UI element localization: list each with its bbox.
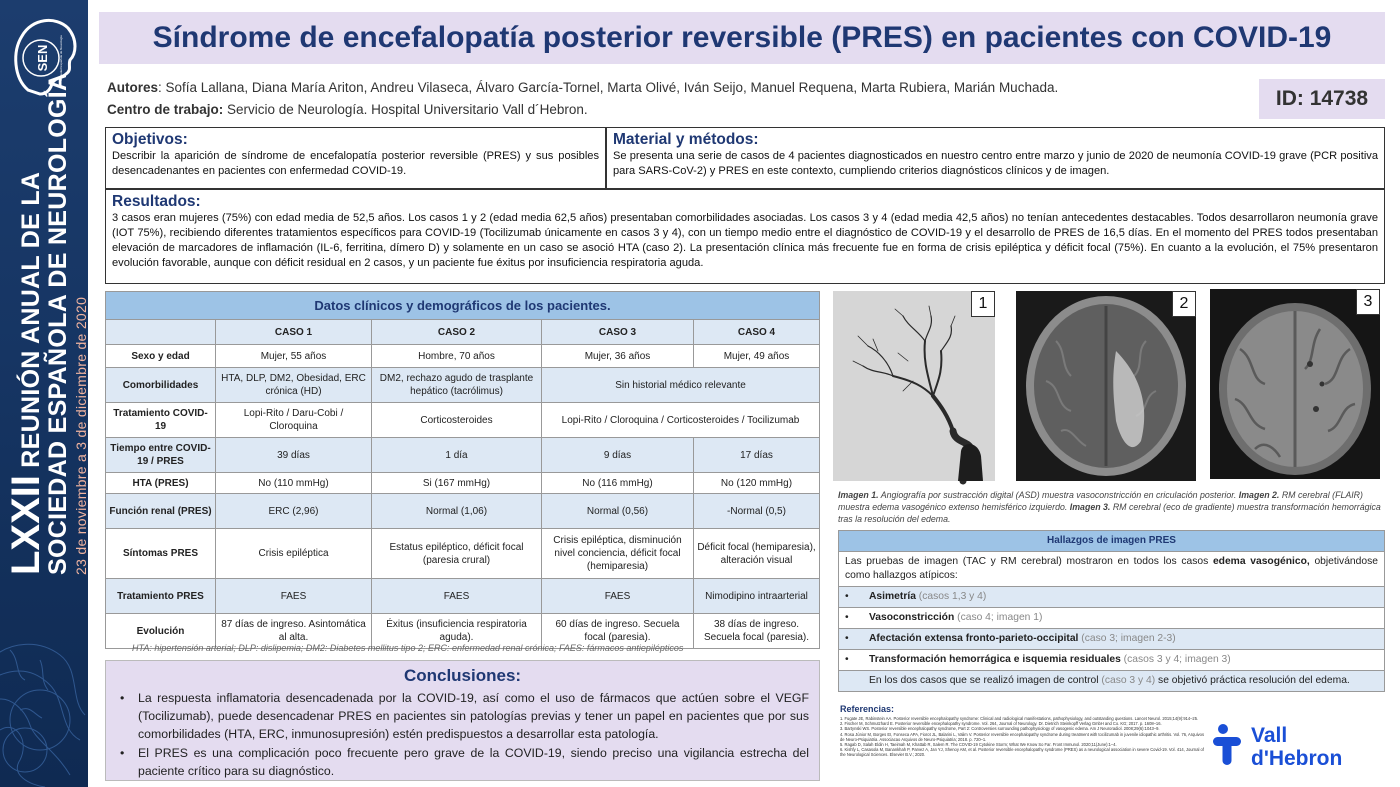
results-title: Resultados:	[112, 193, 201, 210]
finding-item	[839, 629, 1385, 650]
table-cell: ERC (2,96)	[216, 494, 372, 529]
center-label: Centro de trabajo:	[107, 102, 224, 117]
table-row	[106, 579, 820, 614]
findings-intro-end: objetivándose como hallazgos atípicos:	[845, 556, 1378, 581]
table-cell: Normal (0,56)	[542, 494, 694, 529]
conclusion-item: • La respuesta inflamatoria desencadenada por la COVID-19, así como el uso de fármacos que actúen sobre el VEGF (Tocilizumab), puede desencadenar PRES en pacientes sin patologías previas y tener un papel en pacientes que por sus comorbilidades (HTA, ERC, inmunosupresión) estén predispuestos a desarrollar esta patología.	[116, 689, 809, 743]
reference-item: 5. Ragab D, Salah Eldin H, Taeimah M, Khattab R, Salem R. The COVID-19 Cytokine Storm; What We Know So Far. Front Immunol. 2020;11(June):1–4.	[840, 742, 1117, 748]
row-label: Tiempo entre COVID-19 / PRES	[106, 438, 216, 473]
findings-intro-text: Las pruebas de imagen (TAC y RM cerebral) mostraron en todos los casos	[845, 556, 1213, 567]
row-label: Tratamiento PRES	[106, 579, 216, 614]
methods-text: Se presenta una serie de casos de 4 pacientes diagnosticados en nuestro centro entre marzo y junio de 2020 de neumonía COVID-19 grave (PCR positiva para SARS-CoV-2) y PRES en este contexto, cumpliendo criterios diagnósticos clínicos y de imagen.	[613, 150, 1378, 177]
image-number-1: 1	[971, 291, 995, 317]
row-label: Síntomas PRES	[106, 529, 216, 579]
event-line1: REUNIÓN ANUAL DE LA	[17, 171, 45, 468]
table-cell: Crisis epiléptica, disminución nivel conciencia, déficit focal (hemiparesia)	[542, 529, 694, 579]
findings-intro	[839, 552, 1385, 587]
results-box	[105, 189, 1385, 284]
table-cell: 39 días	[216, 438, 372, 473]
finding-label: Asimetría	[869, 591, 916, 602]
caption-label-1: Imagen 1.	[838, 490, 879, 500]
table-row	[106, 368, 820, 403]
table-row	[106, 529, 820, 579]
control-text: En los dos casos que se realizó imagen de control	[869, 675, 1102, 686]
authors-label: Autores	[107, 80, 159, 95]
table-cell: No (110 mmHg)	[216, 473, 372, 494]
table-cell: Normal (1,06)	[372, 494, 542, 529]
methods-box	[606, 127, 1385, 189]
control-end: se objetivó práctica resolución del edema.	[1155, 675, 1350, 686]
title-banner	[99, 12, 1385, 64]
table-title: Datos clínicos y demográficos de los pacientes.	[106, 292, 820, 320]
images-caption	[838, 489, 1386, 525]
col-header-caso2: CASO 2	[372, 320, 542, 345]
findings-intro-bold: edema vasogénico,	[1212, 556, 1310, 567]
row-label: Sexo y edad	[106, 345, 216, 368]
results-text: 3 casos eran mujeres (75%) con edad media de 52,5 años. Los casos 1 y 2 (edad media 62,5 años) presentaban comorbilidades asociadas. Los casos 3 y 4 (edad media 42,5 años) no tenían antecedentes destacables. Todos desarrollaron neumonía grave (IOT 75%), recibiendo diferentes tratamientos específicos para COVID-19 (Tocilizumab únicamente en casos 3 y 4), con un tiempo medio entre el diagnóstico de COVID-19 y el desarrollo de PRES de 16,5 días. En el momento del PRES todos presentaban elevación de marcadores de inflamación (IL-6, ferritina, dímero D) y solamente en un caso se asoció HTA (caso 2). La presentación clínica más frecuente fue en forma de crisis epiléptica y déficit focal (75%). En cuanto a la evolución, el 75% presentaron evolución favorable, aunque con déficit residual en 2 casos, y un paciente fue éxitus por insuficiencia respiratoria aguda.	[112, 212, 1378, 269]
objectives-text: Describir la aparición de síndrome de encefalopatía posterior reversible (PRES) y sus posibles desencadenantes en pacientes con enfermedad COVID-19.	[112, 150, 599, 177]
caption-text-1: Angiografía por sustracción digital (ASD) muestra vasoconstricción en criculación posterior.	[878, 490, 1239, 500]
table-cell: -Normal (0,5)	[694, 494, 820, 529]
table-cell: No (120 mmHg)	[694, 473, 820, 494]
table-row	[106, 438, 820, 473]
findings-control	[839, 671, 1385, 692]
references	[840, 704, 1206, 758]
flair-mri-image	[1016, 291, 1196, 481]
table-row	[106, 403, 820, 438]
table-footnote: HTA: hipertensión arterial; DLP: dislipemia; DM2: Diabetes mellitus tipo 2; ERC: enfermedad renal crónica; FAES: fármacos antiepilépticos	[132, 643, 684, 653]
methods-title: Material y métodos:	[613, 131, 759, 148]
reference-item: 4. Rosa Júnior M, Borges EI, Fonseca APA, Fiorot JL, Balarini L, Valim V. Posterior reversible encephalopathy syndrome during treatment with tocilizumab in juvenile idiopathic arthritis. Vol. 76, Arquivos de Neuro-Psiquiatria. Associacao Arquivos de Neuro-Psiquiatria; 2018. p. 720–1.	[840, 731, 1204, 742]
finding-label: Transformación hemorrágica e isquemia residuales	[869, 654, 1121, 665]
table-cell: Mujer, 36 años	[542, 345, 694, 368]
reference-item: 6. Kishfy L, Casasola M, Banankhah P, Parvez A, Jan YJ, Shenoy AM, et al. Posterior reversible encephalopathy syndrome (PRES) as a neurological association in severe Covid-19. Vol. 414, Journal of the Neurological Sciences. Elsevier B.V.; 2020.	[840, 747, 1204, 758]
gradient-echo-mri-image	[1210, 289, 1380, 479]
objectives-box	[105, 127, 606, 189]
table-cell: Hombre, 70 años	[372, 345, 542, 368]
table-cell: Si (167 mmHg)	[372, 473, 542, 494]
table-cell: No (116 mmHg)	[542, 473, 694, 494]
col-header-caso4: CASO 4	[694, 320, 820, 345]
table-cell: DM2, rechazo agudo de trasplante hepático (tacrólimus)	[372, 368, 542, 403]
finding-item	[839, 650, 1385, 671]
sidebar-banner	[0, 0, 88, 787]
table-cell: Crisis epiléptica	[216, 529, 372, 579]
caption-label-3: Imagen 3.	[1069, 502, 1111, 512]
caption-label-2: Imagen 2.	[1238, 490, 1280, 500]
event-dates: 23 de noviembre a 3 de diciembre de 2020	[73, 296, 89, 575]
center-text: Servicio de Neurología. Hospital Universitario Vall d´Hebron.	[223, 102, 588, 117]
table-cell: Corticosteroides	[372, 403, 542, 438]
sen-logo-text: SEN	[35, 44, 50, 72]
gradient-echo-mri-drawing	[1210, 289, 1380, 479]
reference-item: 1. Fugate JE, Rabinstein AA. Posterior reversible encephalopathy syndrome: Clinical and radiological manifestations, pathophysiology, and outstanding questions. Lancet Neurol. 2015;14(9):914–25.	[840, 716, 1199, 721]
references-title: Referencias:	[840, 704, 895, 714]
table-row	[106, 473, 820, 494]
conclusions-box	[105, 660, 820, 781]
authors-block	[107, 77, 1058, 121]
row-label: Función renal (PRES)	[106, 494, 216, 529]
angiography-drawing	[833, 291, 995, 481]
bullet-icon: •	[845, 612, 849, 623]
table-cell: 38 días de ingreso. Secuela focal (paresia).	[694, 614, 820, 649]
table-cell: Lopi-Rito / Daru-Cobi / Cloroquina	[216, 403, 372, 438]
logo-line2: d'Hebron	[1251, 747, 1343, 770]
bullet-icon: •	[845, 633, 849, 644]
table-cell: Déficit focal (hemiparesia), alteración visual	[694, 529, 820, 579]
table-row	[106, 494, 820, 529]
finding-detail: (caso 3; imagen 2-3)	[1078, 633, 1176, 644]
image-number-3: 3	[1356, 289, 1380, 315]
event-line2: SOCIEDAD ESPAÑOLA DE NEUROLOGÍA	[44, 72, 72, 575]
table-cell: FAES	[216, 579, 372, 614]
table-corner	[106, 320, 216, 345]
row-label: HTA (PRES)	[106, 473, 216, 494]
caption-text-2: RM cerebral (FLAIR) muestra edema vasogénico extenso hemisférico izquierdo.	[838, 490, 1363, 512]
poster-id: ID: 14738	[1259, 79, 1385, 119]
table-cell: 60 días de ingreso. Secuela focal (paresia).	[542, 614, 694, 649]
row-label: Tratamiento COVID-19	[106, 403, 216, 438]
finding-detail: (caso 4; imagen 1)	[954, 612, 1043, 623]
table-row	[106, 345, 820, 368]
finding-item	[839, 587, 1385, 608]
table-cell: Estatus epiléptico, déficit focal (paresia crural)	[372, 529, 542, 579]
clinical-data-table	[105, 291, 820, 649]
event-vertical-text	[6, 73, 89, 575]
authors-list: : Sofía Lallana, Diana María Ariton, Andreu Vilaseca, Álvaro García-Tornel, Marta Olivé, Iván Seijo, Manuel Requena, Marta Rubiera, Marián Muchada.	[158, 80, 1059, 95]
flair-mri-drawing	[1016, 291, 1196, 481]
angiography-image	[833, 291, 995, 481]
brain-illustration	[0, 600, 88, 787]
table-cell: FAES	[542, 579, 694, 614]
col-header-caso1: CASO 1	[216, 320, 372, 345]
row-label: Comorbilidades	[106, 368, 216, 403]
table-cell: Sin historial médico relevante	[542, 368, 820, 403]
conclusions-title: Conclusiones:	[403, 666, 522, 685]
finding-detail: (casos 1,3 y 4)	[915, 591, 987, 602]
event-number: LXXII	[4, 474, 48, 575]
finding-detail: (casos 3 y 4; imagen 3)	[1120, 654, 1231, 665]
row-label: Evolución	[106, 614, 216, 649]
finding-item	[839, 608, 1385, 629]
reference-item: 3. Bartynski WS. Posterior reversible encephalopathy syndrome, Part 2: Controversies surrounding pathophysiology of vasogenic edema. Am J Neuroradiol. 2008;29(6):1043–9.	[840, 726, 1160, 732]
col-header-caso3: CASO 3	[542, 320, 694, 345]
conclusion-item: • El PRES es una complicación poco frecuente pero grave de la COVID-19, siendo preciso una vigilancia estrecha del paciente crítico para su diagnóstico.	[116, 744, 809, 780]
finding-label: Afectación extensa fronto-parieto-occipital	[869, 633, 1079, 644]
table-cell: 9 días	[542, 438, 694, 473]
table-cell: Nimodipino intraarterial	[694, 579, 820, 614]
control-cases: (caso 3 y 4)	[1101, 675, 1156, 686]
table-cell: HTA, DLP, DM2, Obesidad, ERC crónica (HD)	[216, 368, 372, 403]
objectives-title: Objetivos:	[112, 131, 188, 148]
table-cell: Mujer, 49 años	[694, 345, 820, 368]
imaging-findings-table	[838, 530, 1385, 692]
table-cell: 87 días de ingreso. Asintomática al alta.	[216, 614, 372, 649]
table-cell: Mujer, 55 años	[216, 345, 372, 368]
table-cell: 1 día	[372, 438, 542, 473]
reference-item: 2. Fischer M, Schmutzhard E. Posterior reversible encephalopathy syndrome. Vol. 264, Journal of Neurology. Dr. Dietrich Steinkopff Verlag GmbH and Co. KG; 2017. p. 1608–16.	[840, 721, 1162, 727]
poster-title: Síndrome de encefalopatía posterior reversible (PRES) en pacientes con COVID-19	[152, 21, 1332, 54]
sen-logo-subtext: Sociedad Española de Neurología	[59, 35, 63, 81]
image-number-2: 2	[1172, 291, 1196, 317]
vall-dhebron-logo	[1213, 721, 1343, 771]
bullet-icon: •	[845, 654, 849, 665]
caption-text-3: RM cerebral (eco de gradiente) muestra transformación hemorrágica tras la resolución del edema.	[838, 502, 1381, 524]
table-cell: Éxitus (insuficiencia respiratoria aguda).	[372, 614, 542, 649]
finding-label: Vasoconstricción	[869, 612, 955, 623]
logo-line1: Vall	[1251, 724, 1288, 747]
bullet-icon: •	[845, 591, 849, 602]
table-cell: Lopi-Rito / Cloroquina / Corticosteroides / Tocilizumab	[542, 403, 820, 438]
table-cell: 17 días	[694, 438, 820, 473]
table-cell: FAES	[372, 579, 542, 614]
findings-title: Hallazgos de imagen PRES	[839, 531, 1385, 552]
